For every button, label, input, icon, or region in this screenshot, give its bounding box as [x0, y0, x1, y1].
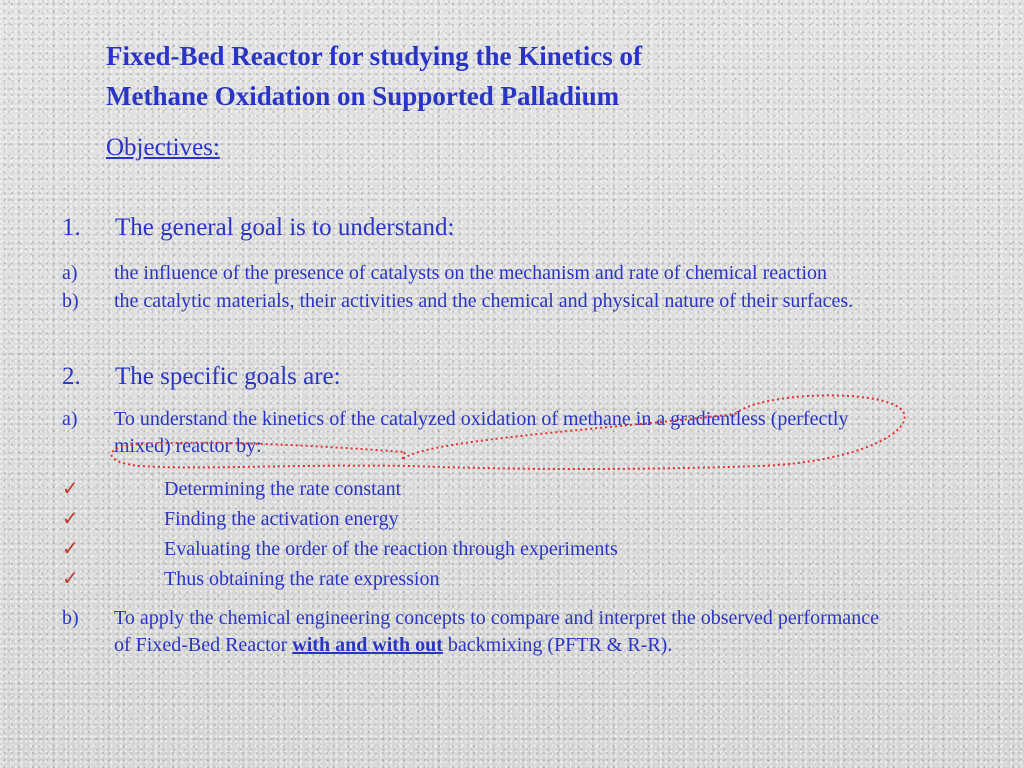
checkmark-icon: ✓ — [62, 538, 79, 560]
checkmark-icon: ✓ — [62, 478, 79, 500]
item-text-before: To apply the chemical engineering concepts to compare and interpret the observed performance of Fixed-Bed Reactor — [114, 607, 879, 656]
goal-1-text: The general goal is to understand: — [115, 214, 455, 241]
item-label: b) — [62, 607, 79, 629]
item-text: the catalytic materials, their activities and the chemical and physical nature of their surfaces. — [114, 290, 854, 312]
item-text: To understand the kinetics of the catalyzed oxidation of methane in a gradientless (perfectly mixed) reactor by: — [114, 408, 849, 457]
item-label: b) — [62, 290, 79, 312]
item-text-emphasis: with and with out — [292, 634, 443, 656]
goal-2-heading — [62, 362, 341, 392]
goal-1-number: 1. — [62, 214, 81, 241]
goal-1-heading — [62, 213, 454, 243]
checkmark-icon: ✓ — [62, 568, 79, 590]
checkmark-icon: ✓ — [62, 508, 79, 530]
check-item — [62, 534, 762, 564]
check-item — [62, 504, 762, 534]
objectives-label: Objectives: — [106, 134, 220, 161]
goal-2-item-b — [62, 605, 882, 659]
item-label: a) — [62, 262, 78, 284]
goal-2-number: 2. — [62, 363, 81, 390]
item-text: the influence of the presence of catalysts on the mechanism and rate of chemical reaction — [114, 262, 828, 284]
check-text: Determining the rate constant — [164, 478, 402, 500]
item-label: a) — [62, 408, 78, 430]
goal-1-item-b — [62, 288, 862, 315]
check-item — [62, 474, 762, 504]
title-line-2: Methane Oxidation on Supported Palladium — [106, 81, 620, 111]
check-text: Thus obtaining the rate expression — [164, 568, 440, 590]
goal-2-item-a — [62, 406, 872, 460]
check-text: Evaluating the order of the reaction through experiments — [164, 538, 618, 560]
title-line-1: Fixed-Bed Reactor for studying the Kinetics of — [106, 41, 642, 71]
check-text: Finding the activation energy — [164, 508, 399, 530]
goal-1-item-a — [62, 260, 962, 287]
slide-title — [106, 36, 866, 116]
goal-2-text: The specific goals are: — [115, 363, 341, 390]
item-text — [114, 605, 882, 659]
check-item — [62, 564, 762, 594]
item-text-after: backmixing (PFTR & R-R). — [442, 634, 673, 656]
